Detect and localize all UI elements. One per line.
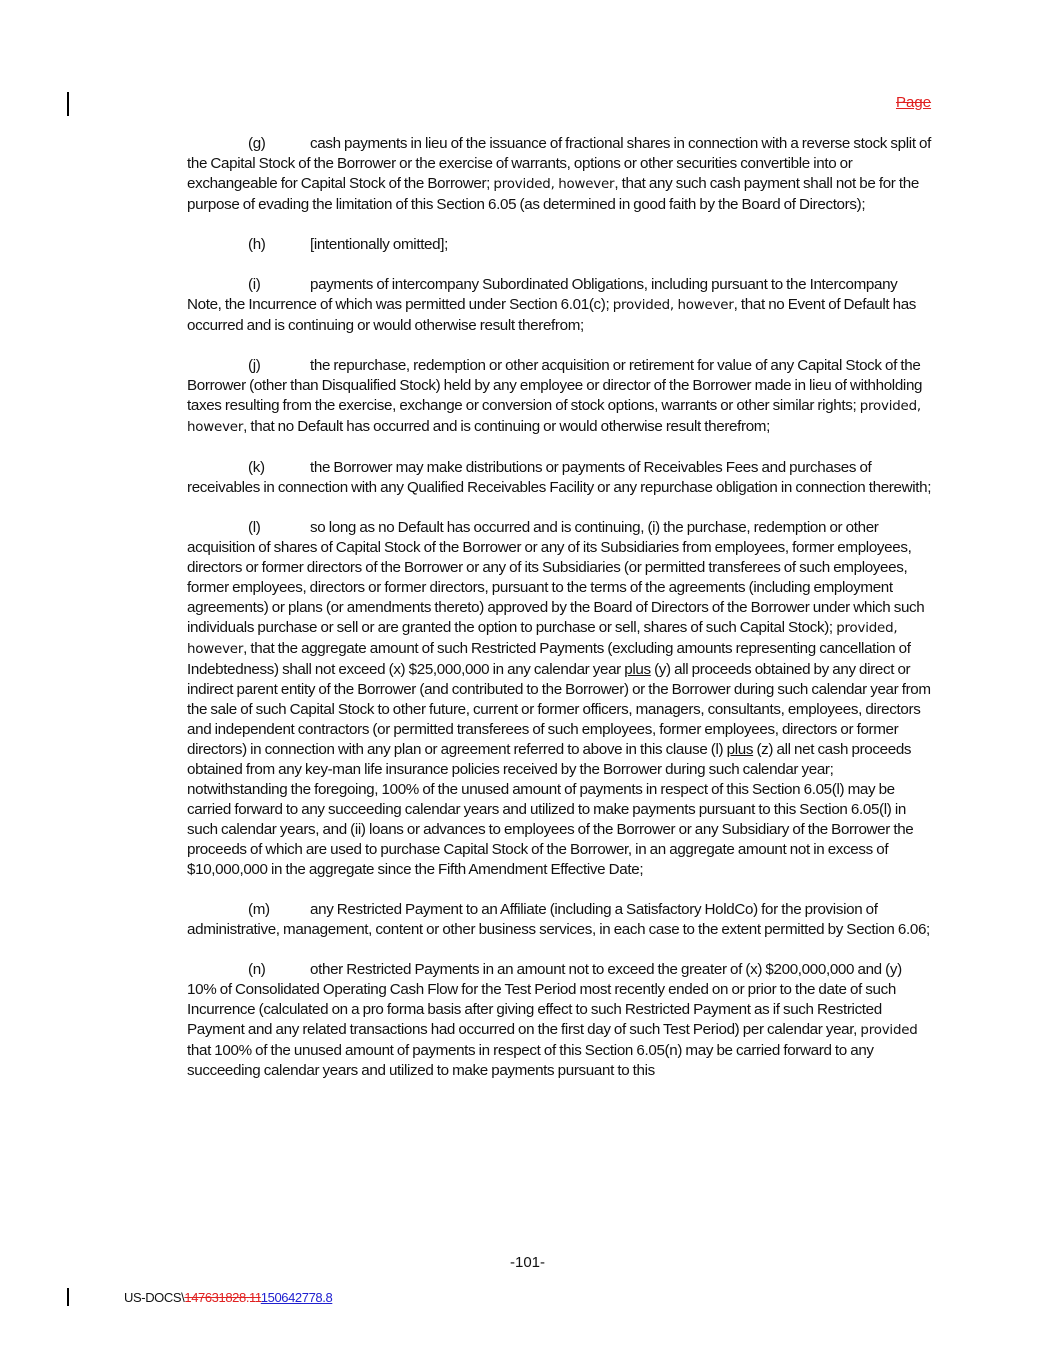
clause-text: that 100% of the unused amount of payments in respect of this Section 6.05(n) may be carried forward to any succeeding calendar years and utilized to make payments pursuant to this <box>187 1042 874 1079</box>
clause-text: , that the aggregate amount of such Restricted Payments (excluding amounts representing cancellation of Indebtedness) shall not exceed (x) $25,000,000 in any calendar year <box>187 640 911 678</box>
clause-label: (j) <box>248 357 261 374</box>
clause-text: cash payments in lieu of the issuance of fractional shares in connection with a reverse stock split of the Capital Stock of the Borrower or the exercise of warrants, options or other securities convertible into or exchangeable for Capital Stock of the Borrower; <box>187 135 932 192</box>
document-body <box>187 134 933 1101</box>
clause-text: [intentionally omitted]; <box>310 236 448 253</box>
clause-label: (h) <box>248 236 266 253</box>
clause-paragraph <box>187 134 933 215</box>
change-bar-top <box>67 92 69 116</box>
doc-id-prefix: US-DOCS\ <box>124 1290 185 1305</box>
clause-text: payments of intercompany Subordinated Obligations, including pursuant to the Intercompany Note, the Incurrence of which was permitted under Section 6.01(c); <box>187 276 898 313</box>
clause-paragraph <box>187 356 933 438</box>
underlined-term: plus <box>624 661 651 678</box>
clause-paragraph <box>187 960 933 1081</box>
clause-text: other Restricted Payments in an amount not to exceed the greater of (x) $200,000,000 and (y) 10% of Consolidated Operating Cash Flow for the Test Period most recently ended on or prior to the date of such Incurrence (calculated on a pro forma basis after giving effect to such Restricted Payment as if such Restricted Payment and any related transactions had occurred on the first day of such Test Period) per calendar year, <box>187 961 902 1038</box>
clause-text: , that no Default has occurred and is continuing or would otherwise result therefrom; <box>243 418 770 435</box>
doc-id-inserted: 150642778.8 <box>260 1290 333 1305</box>
clause-text: (z) all net cash proceeds obtained from any key-man life insurance policies received by the Borrower during such calendar year; notwithstanding the foregoing, 100% of the unused amount of payments in respect of this Section 6.05(l) may be carried forward to any succeeding calendar years and utilized to make payments pursuant to this Section 6.05(l) in such calendar years, and (ii) loans or advances to employees of the Borrower or any Subsidiary of the Borrower the proceeds of which are used to purchase Capital Stock of the Borrower, in an aggregate amount not in excess of $10,000,000 in the aggregate since the Fifth Amendment Effective Date; <box>187 741 914 878</box>
clause-text: , that any such cash payment shall not be for the purpose of evading the limitation of this Section 6.05 (as determined in good faith by the Board of Directors); <box>187 175 919 213</box>
clause-paragraph <box>187 275 933 336</box>
clause-paragraph <box>187 900 933 940</box>
clause-label: (k) <box>248 459 265 476</box>
proviso-text: provided, however <box>187 399 921 435</box>
clause-paragraph <box>187 458 933 498</box>
underlined-term: plus <box>726 741 754 758</box>
proviso-text: provided <box>860 1023 918 1038</box>
clause-label: (g) <box>248 135 266 152</box>
clause-label: (i) <box>248 276 261 293</box>
doc-id-deleted: 147631828.11 <box>184 1290 261 1305</box>
change-bar-bottom <box>67 1288 69 1306</box>
proviso-text: provided, however <box>493 177 615 192</box>
page-header-label: Page <box>896 94 932 111</box>
clause-text: any Restricted Payment to an Affiliate (including a Satisfactory HoldCo) for the provision of administrative, management, content or other business services, in each case to the extent permitted by Section 6.06; <box>187 901 930 938</box>
clause-paragraph <box>187 518 933 880</box>
document-id <box>124 1290 332 1305</box>
clause-text: (y) all proceeds obtained by any direct or indirect parent entity of the Borrower (and contributed to the Borrower) or the Borrower during such calendar year from the sale of such Capital Stock to other future, current or former officers, managers, consultants, employees, directors and independent contractors (or permitted transferees of such employees, former employees, directors or former directors) in connection with any plan or agreement referred to above in this clause (l) <box>187 661 931 758</box>
clause-label: (m) <box>248 901 270 918</box>
page-number: -101- <box>509 1254 546 1271</box>
clause-text: , that no Event of Default has occurred and is continuing or would otherwise result therefrom; <box>187 296 917 334</box>
clause-text: the Borrower may make distributions or payments of Receivables Fees and purchases of receivables in connection with any Qualified Receivables Facility or any repurchase obligation in connection therewith; <box>187 459 932 496</box>
clause-text: so long as no Default has occurred and is continuing, (i) the purchase, redemption or other acquisition of shares of Capital Stock of the Borrower or any of its Subsidiaries from employees, former employees, directors or former directors of the Borrower or any of its Subsidiaries (or permitted transferees of such employees, former employees, directors or former directors, pursuant to the terms of the agreements (including employment agreements) or plans (or amendments thereto) approved by the Board of Directors of the Borrower under which such individuals purchase or sell or are granted the option to purchase or sell, shares of such Capital Stock); <box>187 519 925 636</box>
clause-paragraph <box>187 235 933 255</box>
clause-label: (l) <box>248 519 261 536</box>
clause-label: (n) <box>248 961 266 978</box>
clause-text: the repurchase, redemption or other acquisition or retirement for value of any Capital Stock of the Borrower (other than Disqualified Stock) held by any employee or director of the Borrower made in lieu of withholding taxes resulting from the exercise, exchange or conversion of stock options, warrants or other similar rights; <box>187 357 923 414</box>
proviso-text: provided, however <box>612 298 734 313</box>
proviso-text: provided, however <box>187 621 898 657</box>
